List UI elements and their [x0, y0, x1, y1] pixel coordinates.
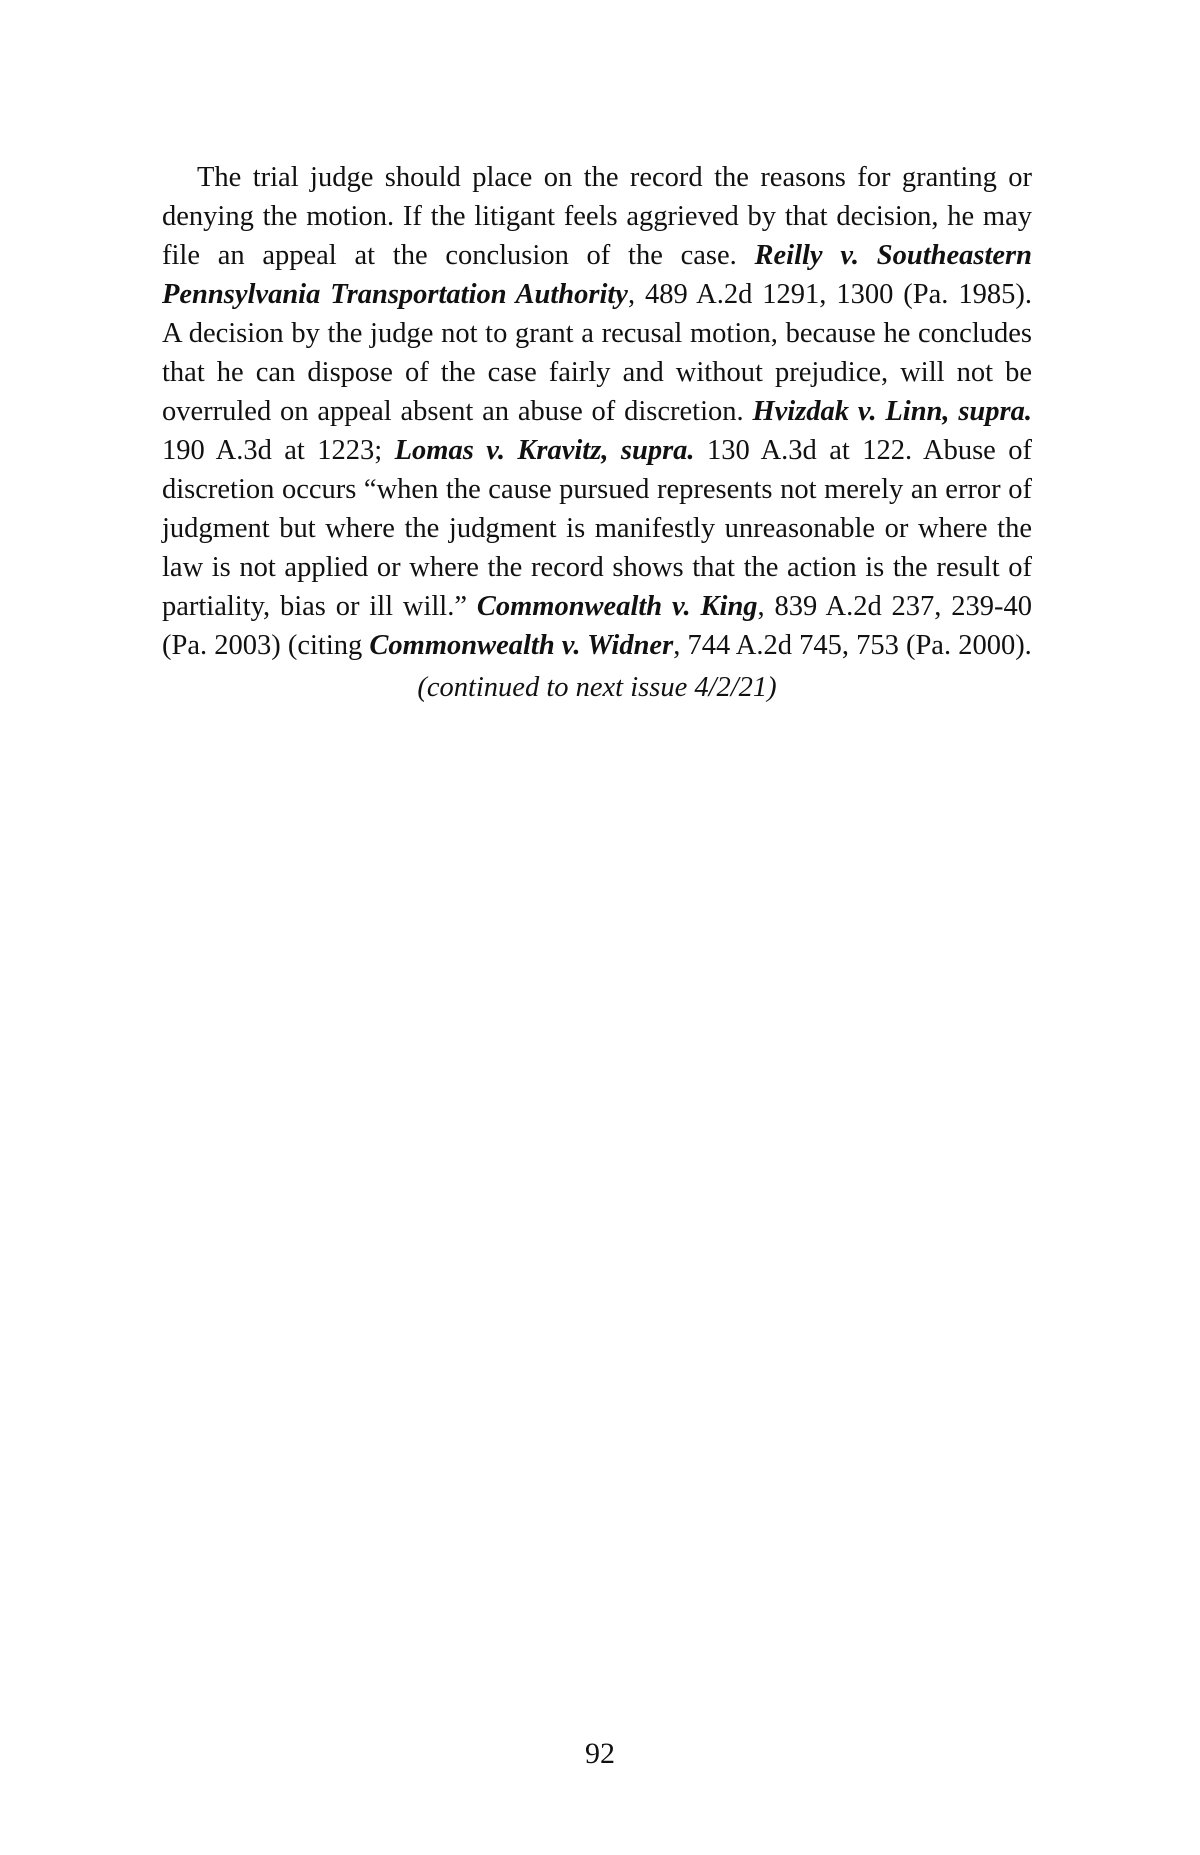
- paragraph-text: , 744 A.2d 745, 753 (Pa. 2000).: [673, 630, 1032, 661]
- paragraph-text: 130 A.3d at 122. Abuse of discretion occurs “when the cause pursued represents not merely an error of judgment but where the judgment is manifestly unreasonable or where the law is not applied or where the record shows that the action is the result of partiality, bias or ill will.”: [162, 435, 1032, 622]
- paragraph-text: 190 A.3d at 1223;: [162, 435, 395, 466]
- body-paragraph: [162, 158, 1032, 665]
- case-citation-widner: Commonwealth v. Widner: [369, 630, 674, 661]
- case-citation-king: Commonwealth v. King: [476, 591, 758, 622]
- paragraph-text: The trial judge should place on the record the reasons for granting or denying the motion. If the litigant feels aggrieved by that decision, he may file an appeal at the conclusion of the case.: [162, 162, 1032, 271]
- case-citation-hvizdak: Hvizdak v. Linn, supra.: [752, 396, 1033, 427]
- paragraph-text: , 489 A.2d 1291, 1300 (Pa. 1985). A decision by the judge not to grant a recusal motion, because he concludes that he can dispose of the case fairly and without prejudice, will not be overruled on appeal absent an abuse of discretion.: [162, 279, 1032, 427]
- paragraph-text: , 839 A.2d 237, 239-40 (Pa. 2003) (citing: [162, 591, 1033, 661]
- case-citation-lomas: Lomas v. Kravitz, supra.: [394, 435, 695, 466]
- body-text: [162, 158, 1032, 707]
- case-citation-reilly: Reilly v. Southeastern Pennsylvania Transportation Authority: [162, 240, 1032, 310]
- page-number: 92: [585, 1737, 615, 1770]
- continued-note: (continued to next issue 4/2/21): [417, 672, 777, 703]
